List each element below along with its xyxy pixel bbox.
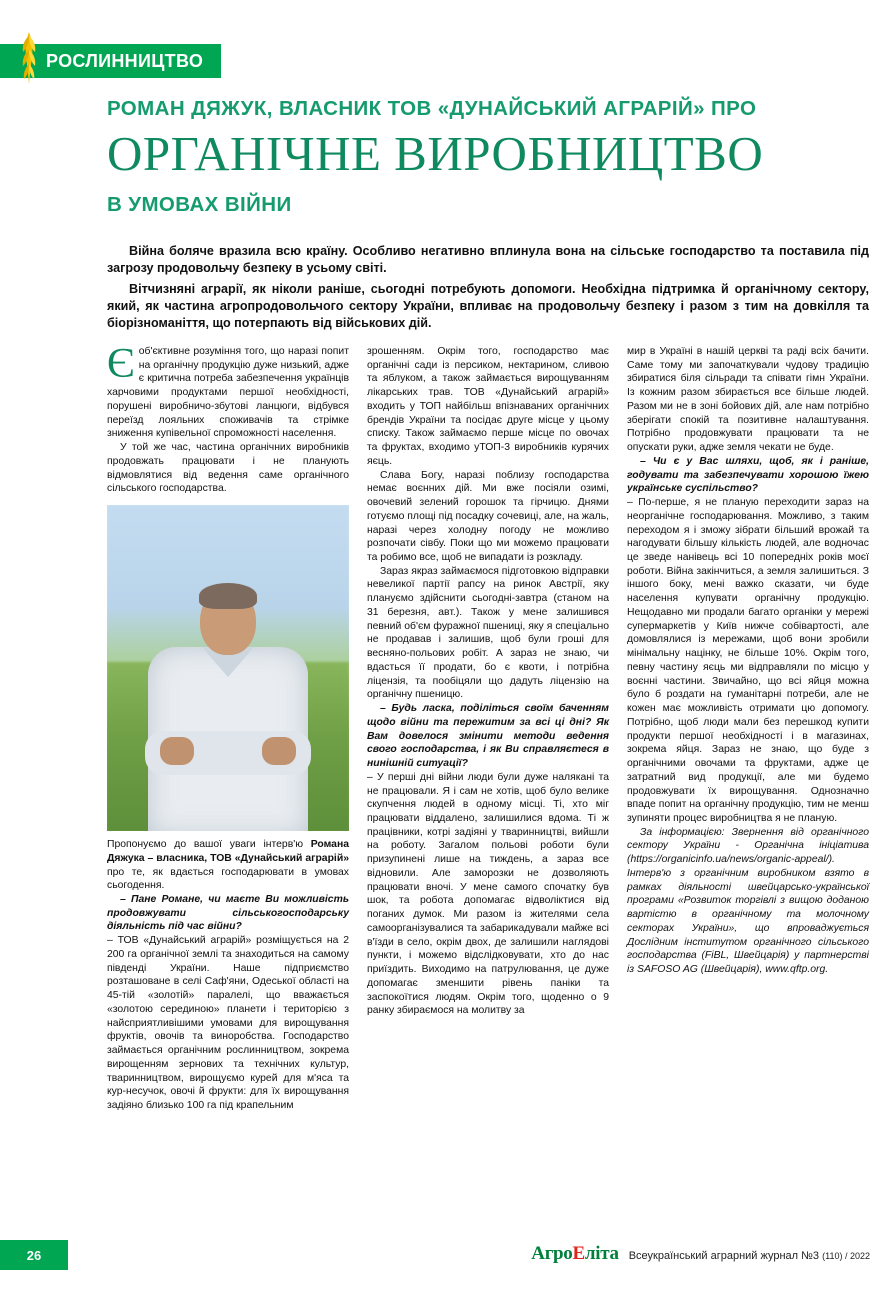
col3-answer-1: – По-перше, я не планую переходити зараз на неорганічне господарювання. Можливо, з таким переходом я і зможу зібрати більший врожай та нагодувати більшу кількість людей, але водночас це зведе нанівець всі 10 попередніх років моєї роботи. Війна закінчиться, а земля залишиться. З іншого боку, мені важко сказати, чи буде населення купувати органічну продукцію. Нещодавно ми продали багато органіки у мережі супермаркетів у Київ нижче собівартості, але домовлялися із мережами, щоб вони зробили мінімальну націнку, не більше 10%. Окрім того, певну частину яєць ми відправляли по місцю у воєнні частини. Звичайно, що всі яйця можна було б роздати на гуманітарні потреби, але не кожен має можливість отримати цю допомогу. Потрібно, щоб люди мали без перешкод купити продукти першої необхідності і в магазинах, зокрема яйця. Зараз не знаю, що буде з органічними овочами та фруктами, адже це затратний вид продукції, але ми будемо продовжувати їх вирощування. Однозначно впаде попит на органічну продукцію, тим не менш зупиняти процес виробництва я не планую. — [627, 497, 869, 824]
lead-paragraph-2: Вітчизняні аграрії, як ніколи раніше, сьогодні потребують допомоги. Необхідна підтримка й органічному сектору, який, як частина агропродовольчого сектору України, впливає на продовольчу безпеку і разом з тим на довкілля та біорізноманіття, що потерпають від військових дій. — [107, 281, 869, 330]
photo-caption — [107, 838, 349, 893]
body-column-1 — [107, 341, 349, 1235]
lead-paragraph-1: Війна боляче вразила всю країну. Особливо негативно вплинула вона на сільське господарство та поставила під загрозу продовольчу безпеку в усьому світі. — [107, 244, 869, 275]
col1-paragraph-1 — [107, 341, 349, 441]
col2-paragraph-3: Зараз якраз займаємося підготовкою відправки невеликої партії рапсу на ринок Австрії, яку плануємо здійснити сьогодні-завтра (станом на 31 березня, авт.). Також у мене залишився певний об'єм фуражної пшениці, яку я спеціально не продавав і залишив, щоб були гроші для весняно-польових робіт. А зараз не знаю, чи вдасться її продати, бо є квоти, і потрібна ліцензія, та пообіцяли що дадуть ліцензію на органічну пшеницю. — [367, 565, 609, 701]
col3-paragraph-1: мир в Україні в нашій церкві та раді всіх бачити. Саме тому ми започаткували чудову традицію збиратися біля сільради та співати гімн України. Із кожним разом збирається все більше людей. Разом ми не в зоні бойових дій, але нам потрібно зберігати спокій та позитивне налаштування. Потрібно продовжувати працювати та не опускати руки, адже земля чекати не буде. — [627, 346, 869, 454]
col1-paragraph-2: У той же час, частина органічних виробників продовжать працювати і не планують відмовлятися від ведення саме органічного сільського господарства. — [107, 442, 349, 495]
article-title-block — [107, 96, 867, 217]
col2-paragraph-2: Слава Богу, наразі поблизу господарства немає воєнних дій. Ми вже посіяли озимі, овочевий зелений горошок та гірчицю. Днями готуємо площі під посадку сочевиці, але, на жаль, наразі через холодну погоду не можливо розпочати сівбу. Поки що ми можемо працювати та робимо все, щоб не випадати із розкладу. — [367, 469, 609, 564]
source-note: За інформацією: Звернення від органічного сектору України - Органічна ініціатива (https://organicinfo.ua/news/organic-appeal/). Інтерв'ю з органічним виробником взято в рамках діяльності швейцарсько-української програми «Розвиток торгівлі з вищою доданою вартістю в органічному та молочному секторах України», що впроваджується Дослідним інститутом органічного сільського господарства (FiBL, Швейцарія) у партнерстві із SAFOSO AG (Швейцарія), www.qftp.org. — [627, 826, 869, 976]
photo-subject — [138, 581, 318, 831]
photo-hand-right — [262, 737, 296, 765]
logo-e: Е — [572, 1243, 585, 1264]
footer-meta-issue: (110) / 2022 — [822, 1251, 870, 1261]
photo-caption-part1: Пропонуємо до вашої уваги інтерв'ю — [107, 839, 311, 851]
footer-right — [531, 1243, 870, 1265]
footer-meta — [629, 1250, 870, 1262]
col1-paragraph-1-text: об'єктивне розуміння того, що наразі попит на органічну продукцію дуже низький, адже є критична потреба забезпечення українців харчовими продуктами першої необхідності, порушені виробничо-збутові ланцюги, відбувся переїзд лояльних споживачів та стрімке зниження купівельної спроможності населення. — [107, 346, 349, 440]
magazine-logo — [531, 1243, 618, 1265]
article-body — [107, 341, 869, 1235]
wheat-icon — [14, 30, 44, 86]
drop-cap: Є — [107, 341, 135, 387]
photo-hair — [199, 583, 257, 609]
col1-question-1: – Пане Романе, чи маєте Ви можливість продовжувати сільськогосподарську діяльність під час війни? — [107, 894, 349, 933]
page-footer — [0, 1240, 892, 1270]
logo-lita: літа — [584, 1243, 619, 1264]
article-lead — [107, 243, 869, 335]
category-bar — [0, 44, 221, 78]
body-column-3 — [627, 345, 869, 1235]
article-headline: ОРГАНІЧНЕ ВИРОБНИЦТВО — [107, 125, 764, 181]
logo-agro: Агро — [531, 1243, 573, 1264]
article-subhead: В УМОВАХ ВІЙНИ — [107, 192, 292, 216]
col1-answer-1: – ТОВ «Дунайський аграрій» розміщується на 2 200 га органічної землі та знаходиться на самому південді України. Наше підприємство розташоване в селі Саф'яни, Одеської області на 45-тій «золотій» паралелі, що вважається «золотою серединою» планети і територією з найсприятливішими умовами для вирощування фруктів, овочів та виноробства. Господарство займається органічним рослинництвом, зокрема вирощенням зернових та технічних культур, тваринництвом, вирощуємо курей для м'яса та кур-несучок, овочі й фрукти: для їх вирощування задіяно близько 100 га під крапельним — [107, 935, 349, 1112]
article-kicker: РОМАН ДЯЖУК, ВЛАСНИК ТОВ «ДУНАЙСЬКИЙ АГРАРІЙ» ПРО — [107, 97, 757, 120]
col2-answer-1: – У перші дні війни люди були дуже налякані та не працювали. Я і сам не хотів, щоб було велике скупчення людей в одному місці. Ті, хто міг працювати віддалено, залишилися вдома. Ті ж працівники, котрі задіяні у тваринництві, вийшли на роботу. Загалом польові роботи були призупинені лише на тиждень, а зараз все відновили. Але заморозки не дозволяють працювати вночі. У мене самого спочатку був шок, та робота допомагає відволіктися від поганих думок. Ми разом із жителями села самоорганізувалися та забарикадували майже всі в'їзди в село, окрім двох, де залишили наглядові пункти, і можемо відслідковувати, хто до нас приїздить. Виходимо на патрулювання, це дуже допомагає зменшити рівень паніки та заспокоїтися людям. Окрім того, щоденно о 9 ранку збираємося на молитву за — [367, 771, 609, 1017]
photo-caption-name: Романа Дяжука – власника, ТОВ «Дунайський аграрій» — [107, 839, 349, 864]
photo-caption-part2: про те, як вдається господарювати в умовах сьогодення. — [107, 866, 349, 892]
footer-meta-text: Всеукраїнський аграрний журнал №3 — [628, 1250, 820, 1262]
photo-hand-left — [160, 737, 194, 765]
body-column-2 — [367, 345, 609, 1235]
col3-question-1: – Чи є у Вас шляхи, щоб, як і раніше, годувати та забезпечувати хорошою їжею українське суспільство? — [627, 455, 869, 495]
col2-question-1: – Будь ласка, поділіться своїм баченням щодо війни та пережитим за всі ці дні? Як Вам довелося змінити методи ведення свого господарства, і як Ви справляєтеся в нинішній ситуації? — [367, 703, 609, 770]
col2-paragraph-1: зрошенням. Окрім того, господарство має органічні сади із персиком, нектарином, сливою та яблуком, а також займається вирощуванням лікарських трав. ТОВ «Дунайський аграрій» входить у ТОП найбільш впізнаваних органічних брендів України та посідає друге місце у цьому списку. Також займаємо перше місце по овочах та фруктах, входимо уТОП-3 виробників курячих яєць. — [367, 346, 609, 467]
page-number: 26 — [0, 1240, 68, 1270]
category-label: РОСЛИННИЦТВО — [46, 50, 204, 71]
author-photo — [107, 505, 349, 831]
